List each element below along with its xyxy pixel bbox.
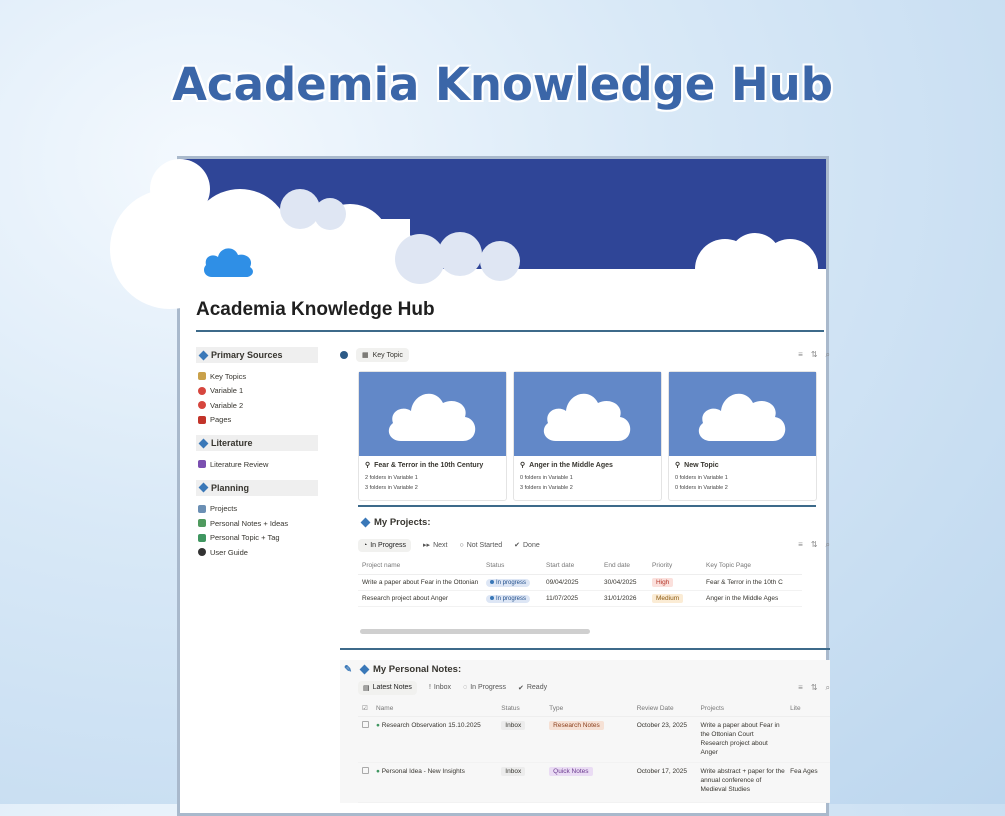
section-planning: Planning bbox=[196, 480, 318, 496]
key-icon: ⚲ bbox=[675, 462, 681, 469]
notes-section bbox=[340, 660, 830, 804]
card-title: New Topic bbox=[684, 461, 719, 469]
diamond-icon bbox=[199, 350, 209, 360]
filter-icon[interactable]: ≡ bbox=[798, 682, 803, 692]
card-line: 3 folders in Variable 2 bbox=[365, 485, 418, 491]
diamond-icon bbox=[199, 483, 209, 493]
main-content bbox=[340, 347, 830, 803]
card-line: 0 folders in Variable 1 bbox=[520, 475, 573, 481]
globe-icon bbox=[340, 351, 348, 359]
table-row[interactable] bbox=[358, 590, 802, 606]
note-name[interactable]: ● Personal Idea - New Insights bbox=[372, 763, 497, 803]
note-name[interactable]: ● Research Observation 15.10.2025 bbox=[372, 717, 497, 763]
tab-in-progress[interactable]: ◌ In Progress bbox=[463, 684, 506, 691]
check-icon: ✔ bbox=[514, 542, 520, 549]
sidebar-item-personal-topic[interactable]: Personal Topic + Tag bbox=[196, 531, 318, 546]
progress-icon: ◔ bbox=[363, 541, 368, 549]
column-header[interactable]: Start date bbox=[542, 558, 600, 574]
tab-done[interactable]: ✔ Done bbox=[514, 541, 540, 549]
column-header[interactable]: Name bbox=[372, 701, 497, 717]
column-header[interactable]: Lite bbox=[786, 701, 830, 717]
checkbox-icon: ☑ bbox=[362, 705, 368, 713]
sidebar-item-variable-1[interactable]: Variable 1 bbox=[196, 384, 318, 399]
edit-icon: ✎ bbox=[344, 663, 352, 675]
hero-title: Academia Knowledge Hub bbox=[172, 58, 833, 111]
key-topic-gallery bbox=[358, 371, 830, 501]
flask-icon bbox=[198, 505, 206, 513]
column-header[interactable]: Review Date bbox=[633, 701, 697, 717]
notes-table bbox=[358, 701, 830, 804]
projects-tabs bbox=[358, 538, 830, 552]
variable-icon bbox=[198, 387, 206, 395]
sort-icon[interactable]: ⇅ bbox=[810, 682, 818, 692]
cloud-icon[interactable] bbox=[200, 243, 256, 284]
type-badge: Research Notes bbox=[549, 721, 604, 730]
section-divider bbox=[358, 505, 816, 507]
table-row[interactable] bbox=[358, 717, 830, 763]
projects-heading: My Projects: bbox=[362, 517, 830, 528]
row-checkbox[interactable] bbox=[362, 767, 369, 774]
book-icon bbox=[198, 416, 206, 424]
key-icon bbox=[198, 372, 206, 380]
status-dot bbox=[490, 580, 494, 584]
note-icon bbox=[198, 519, 206, 527]
diamond-icon bbox=[361, 518, 371, 528]
key-icon: ⚲ bbox=[365, 462, 371, 469]
filter-icon[interactable]: ≡ bbox=[798, 350, 803, 359]
check-icon: ✔ bbox=[517, 684, 524, 692]
cloud-icon bbox=[695, 383, 791, 445]
column-header[interactable]: Priority bbox=[648, 558, 702, 574]
priority-badge: Medium bbox=[652, 594, 683, 603]
view-key-topic[interactable]: ▦ Key Topic bbox=[356, 348, 409, 362]
card-cover bbox=[359, 372, 506, 456]
variable-icon bbox=[198, 401, 206, 409]
select-all-checkbox[interactable] bbox=[358, 701, 372, 717]
notes-heading: ✎ My Personal Notes: bbox=[344, 663, 462, 675]
topic-link[interactable]: Anger in the Middle Ages bbox=[702, 590, 802, 606]
filter-icon[interactable]: ≡ bbox=[798, 540, 803, 549]
sidebar-item-user-guide[interactable]: User Guide bbox=[196, 545, 318, 560]
table-icon: ▤ bbox=[363, 684, 370, 692]
sidebar-item-personal-notes[interactable]: Personal Notes + Ideas bbox=[196, 516, 318, 531]
diamond-icon bbox=[360, 664, 370, 674]
sort-icon[interactable]: ⇅ bbox=[810, 540, 818, 549]
section-primary-sources: Primary Sources bbox=[196, 347, 318, 363]
column-header[interactable]: Projects bbox=[697, 701, 787, 717]
table-row[interactable] bbox=[358, 574, 802, 590]
project-link[interactable]: Research project about Anger bbox=[700, 740, 768, 757]
status-badge: Inbox bbox=[501, 767, 525, 776]
literature-cell: Fea Ages bbox=[786, 763, 830, 803]
column-header[interactable]: End date bbox=[600, 558, 648, 574]
tab-ready[interactable]: ✔ Ready bbox=[517, 684, 548, 692]
cloud-icon bbox=[540, 383, 636, 445]
tab-inbox[interactable]: ! Inbox bbox=[428, 684, 452, 691]
tab-latest-notes[interactable]: ▤ Latest Notes bbox=[358, 681, 417, 695]
section-literature: Literature bbox=[196, 435, 318, 451]
status-badge: Inbox bbox=[501, 721, 525, 730]
topic-card[interactable] bbox=[358, 371, 507, 501]
review-date: October 17, 2025 bbox=[633, 763, 697, 803]
sort-icon[interactable]: ⇅ bbox=[810, 350, 818, 359]
row-checkbox[interactable] bbox=[362, 721, 369, 728]
card-line: 3 folders in Variable 2 bbox=[520, 485, 573, 491]
status-badge: In progress bbox=[486, 595, 530, 603]
card-line: 0 folders in Variable 1 bbox=[675, 475, 728, 481]
page-title: Academia Knowledge Hub bbox=[196, 299, 435, 320]
status-dot bbox=[490, 596, 494, 600]
review-date: October 23, 2025 bbox=[633, 717, 697, 763]
card-cover bbox=[669, 372, 816, 456]
projects-table bbox=[358, 558, 802, 607]
next-icon: ▸▸ bbox=[423, 542, 431, 549]
literature-cell bbox=[786, 717, 830, 763]
end-date: 30/04/2025 bbox=[600, 574, 648, 590]
column-header[interactable]: Status bbox=[482, 558, 542, 574]
table-header bbox=[358, 701, 830, 717]
card-line: 2 folders in Variable 1 bbox=[365, 475, 418, 481]
search-icon[interactable]: ⌕ bbox=[825, 350, 830, 359]
card-title: Fear & Terror in the 10th Century bbox=[374, 461, 484, 469]
key-icon: ⚲ bbox=[520, 462, 526, 469]
project-name[interactable]: Research project about Anger bbox=[358, 590, 482, 606]
sidebar-item-key-topics[interactable]: Key Topics bbox=[196, 369, 318, 384]
pin-icon: ● bbox=[375, 768, 380, 775]
start-date: 09/04/2025 bbox=[542, 574, 600, 590]
cloud-cover-art bbox=[180, 159, 832, 269]
cover-image[interactable] bbox=[180, 159, 826, 269]
notion-window bbox=[177, 156, 829, 816]
project-name[interactable]: Write a paper about Fear in the Ottonian bbox=[358, 574, 482, 590]
circle-icon: ○ bbox=[459, 541, 464, 549]
column-header[interactable]: Status bbox=[497, 701, 545, 717]
sidebar-item-variable-2[interactable]: Variable 2 bbox=[196, 398, 318, 413]
project-link[interactable]: Write a paper about Fear in the Ottonian Court bbox=[700, 722, 780, 739]
column-header[interactable]: Type bbox=[545, 701, 633, 717]
folder-icon bbox=[198, 460, 206, 468]
sidebar-item-literature-review[interactable]: Literature Review bbox=[196, 457, 318, 472]
tab-not-started[interactable]: ○ Not Started bbox=[459, 541, 503, 549]
table-row[interactable] bbox=[358, 763, 830, 803]
title-divider bbox=[196, 330, 824, 332]
column-header[interactable]: Project name bbox=[358, 558, 482, 574]
section-divider bbox=[340, 648, 830, 650]
key-topic-toolbar bbox=[340, 347, 830, 363]
diamond-icon bbox=[199, 438, 209, 448]
project-link[interactable]: Write abstract + paper for the annual conference of Medieval Studies bbox=[700, 768, 785, 794]
sidebar-item-pages[interactable]: Pages bbox=[196, 413, 318, 428]
status-badge: In progress bbox=[486, 579, 530, 587]
pin-icon: ● bbox=[375, 722, 380, 729]
card-title: Anger in the Middle Ages bbox=[529, 461, 613, 469]
type-badge: Quick Notes bbox=[549, 767, 592, 776]
end-date: 31/01/2026 bbox=[600, 590, 648, 606]
sidebar-item-projects[interactable]: Projects bbox=[196, 502, 318, 517]
gallery-icon: ▦ bbox=[362, 352, 369, 359]
exclamation-icon: ! bbox=[428, 684, 431, 691]
notes-tabs bbox=[358, 681, 830, 695]
column-header[interactable]: Key Topic Page bbox=[702, 558, 802, 574]
tag-icon bbox=[198, 534, 206, 542]
card-line: 0 folders in Variable 2 bbox=[675, 485, 728, 491]
circle-icon: ◌ bbox=[463, 684, 468, 691]
info-icon bbox=[198, 548, 206, 556]
sidebar bbox=[196, 347, 318, 560]
priority-badge: High bbox=[652, 578, 673, 587]
tab-in-progress[interactable]: ◔ In Progress bbox=[358, 539, 411, 552]
tab-next[interactable]: ▸▸ Next bbox=[423, 541, 448, 549]
topic-card[interactable] bbox=[513, 371, 662, 501]
start-date: 11/07/2025 bbox=[542, 590, 600, 606]
table-header bbox=[358, 558, 802, 574]
cloud-icon bbox=[385, 383, 481, 445]
topic-card[interactable] bbox=[668, 371, 817, 501]
card-cover bbox=[514, 372, 661, 456]
topic-link[interactable]: Fear & Terror in the 10th C bbox=[702, 574, 802, 590]
search-icon[interactable]: ⌕ bbox=[825, 682, 830, 692]
search-icon[interactable]: ⌕ bbox=[825, 540, 830, 549]
horizontal-scrollbar[interactable] bbox=[360, 629, 590, 634]
